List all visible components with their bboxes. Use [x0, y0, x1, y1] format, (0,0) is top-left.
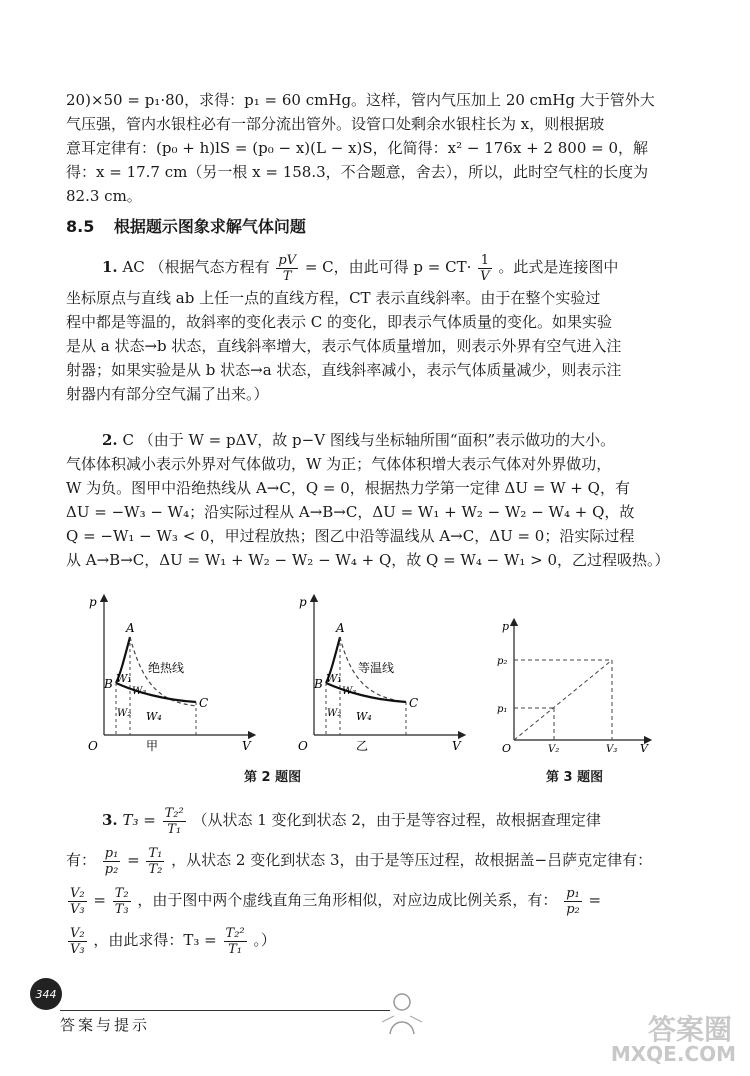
- caption-figure-3: 第 3 题图: [546, 770, 604, 785]
- figure-yi: [294, 590, 474, 760]
- text-line: 从 A→B→C，ΔU = W₁ + W₂ − W₂ − W₄ + Q，故 Q = W₄ − W₁ > 0，乙过程吸热。）: [66, 551, 670, 569]
- question-3: [66, 800, 696, 960]
- label-v: V: [452, 739, 461, 753]
- fraction-denominator: T₁: [228, 941, 243, 957]
- q3-text: （从状态 1 变化到状态 2，由于是等容过程，故根据查理定律: [192, 811, 601, 829]
- question-2: [66, 428, 696, 572]
- point-b: B: [104, 677, 113, 691]
- q3-line-3: [66, 880, 696, 920]
- caption-figure-2: 第 2 题图: [244, 770, 302, 785]
- label-p: p: [502, 620, 510, 633]
- curve-label: 等温线: [358, 661, 395, 675]
- q2-answer: C: [122, 431, 134, 449]
- decorative-figure-icon: [372, 988, 432, 1038]
- q2-text: （由于 W = pΔV，故 p−V 图线与坐标轴所围“面积”表示做功的大小。: [138, 431, 616, 449]
- text-line: Q = −W₁ − W₃ < 0，甲过程放热；图乙中沿等温线从 A→C，ΔU = 0；沿实际过程: [66, 527, 635, 545]
- figure-name: 甲: [146, 739, 159, 753]
- point-a: A: [336, 621, 345, 635]
- footer-divider: [60, 1010, 390, 1011]
- label-v: V: [640, 742, 648, 755]
- q3-line-4: [66, 920, 696, 960]
- q2-label: 2.: [102, 431, 118, 449]
- q3-line-2: [66, 840, 696, 880]
- fraction: [68, 886, 87, 917]
- label-p2: p₂: [497, 656, 508, 667]
- q3-label: 3.: [102, 811, 118, 829]
- fraction: [146, 846, 164, 877]
- fraction-denominator: T: [282, 268, 292, 284]
- label-p: p: [89, 595, 97, 609]
- fraction-1-over-v: [478, 253, 491, 284]
- fraction-numerator: p₁: [104, 845, 119, 861]
- label-w1: W₁: [116, 672, 132, 685]
- watermark-text: 答案圈: [647, 1013, 732, 1046]
- q3-text: ，由此求得：T₃ =: [93, 931, 217, 949]
- q1-text: = C，由此可得 p = CT·: [304, 258, 472, 276]
- figure-name: 乙: [356, 739, 369, 753]
- label-w2: W₂: [327, 708, 342, 719]
- fraction-denominator: T₁: [167, 821, 182, 837]
- footer-title: 答案与提示: [60, 1016, 151, 1034]
- point-b: B: [314, 677, 323, 691]
- fraction-denominator: T₂: [148, 861, 163, 877]
- label-v2: V₂: [548, 744, 560, 755]
- label-o: O: [298, 739, 308, 753]
- fraction-numerator: V₂: [70, 925, 85, 941]
- fraction: [113, 886, 131, 917]
- fraction-numerator: T₂²: [225, 925, 245, 941]
- text-line: 82.3 cm。: [66, 187, 142, 205]
- text-line: 是从 a 状态→b 状态，直线斜率增大，表示气体质量增加，则表示外界有空气进入注: [66, 337, 622, 355]
- label-p1: p₁: [497, 704, 508, 715]
- fraction-t2sq-over-t1: [163, 806, 186, 837]
- watermark-url: MXQE.COM: [610, 1042, 736, 1066]
- fraction-numerator: T₂²: [164, 805, 184, 821]
- section-number: 8.5: [66, 217, 95, 236]
- q1-text: （根据气态方程有: [149, 258, 270, 276]
- point-a: A: [126, 621, 135, 635]
- label-w4: W₄: [356, 710, 372, 723]
- fraction-denominator: V₃: [70, 941, 85, 957]
- q3-text: ，从状态 2 变化到状态 3，由于是等压过程，故根据盖−吕萨克定律有：: [171, 851, 653, 869]
- equals-sign: =: [588, 891, 602, 909]
- q1-answer: AC: [122, 258, 145, 276]
- fraction-denominator: V₃: [70, 901, 85, 917]
- label-v3: V₃: [606, 744, 618, 755]
- text-line: 射器内有部分空气漏了出来。）: [66, 385, 269, 403]
- point-c: C: [409, 696, 419, 710]
- text-line: 得：x = 17.7 cm（另一根 x = 158.3，不合题意，舍去），所以，此时空气柱的长度为: [66, 163, 649, 181]
- text-line: ΔU = −W₃ − W₄；沿实际过程从 A→B→C，ΔU = W₁ + W₂ − W₂ − W₄ + Q，故: [66, 503, 635, 521]
- fraction-numerator: T₂: [114, 885, 129, 901]
- equals-sign: =: [93, 891, 106, 909]
- label-w3: W₃: [342, 686, 357, 697]
- text-line: 气压强，管内水银柱必有一部分流出管外。设管口处剩余水银柱长为 x，则根据玻: [66, 115, 605, 133]
- label-w2: W₂: [117, 708, 132, 719]
- figure-jia: [84, 590, 264, 760]
- text-line: 20)×50 = p₁·80，求得：p₁ = 60 cmHg。这样，管内气压加上 20 cmHg 大于管外大: [66, 91, 655, 109]
- q1-first-line: [66, 250, 696, 284]
- q1-label: 1.: [102, 258, 118, 276]
- label-w4: W₄: [146, 710, 162, 723]
- fraction: [68, 926, 87, 957]
- section-title: 根据题示图象求解气体问题: [113, 217, 306, 236]
- q3-text: ，由于图中两个虚线直角三角形相似，对应边成比例关系，有：: [137, 891, 558, 909]
- section-heading: [66, 214, 306, 237]
- text-line: 射器；如果实验是从 b 状态→a 状态，直线斜率减小，表示气体质量减少，则表示注: [66, 361, 622, 379]
- fraction-denominator: p₂: [104, 861, 119, 877]
- question-1: [66, 250, 696, 406]
- q3-text: 。）: [253, 931, 276, 949]
- fraction-numerator: pV: [278, 252, 297, 268]
- equals-sign: =: [127, 851, 140, 869]
- text-line: 气体体积减小表示外界对气体做功，W 为正；气体体积增大表示气体对外界做功，: [66, 455, 612, 473]
- fraction-numerator: p₁: [566, 885, 580, 901]
- label-o: O: [502, 742, 512, 755]
- curve-label: 绝热线: [148, 661, 185, 675]
- point-c: C: [199, 696, 209, 710]
- fraction: [564, 886, 582, 917]
- fraction-denominator: V: [480, 268, 490, 284]
- text-line: 意耳定律有：(p₀ + h)lS = (p₀ − x)(L − x)S，化简得：x² − 176x + 2 800 = 0，解: [66, 139, 649, 157]
- fraction: [224, 926, 247, 957]
- diagonal-line: [514, 660, 612, 740]
- label-v: V: [242, 739, 251, 753]
- fraction: [103, 846, 121, 877]
- text-line: 程中都是等温的，故斜率的变化表示 C 的变化，即表示气体质量的变化。如果实验: [66, 313, 613, 331]
- text-line: 坐标原点与直线 ab 上任一点的直线方程，CT 表示直线斜率。由于在整个实验过: [66, 289, 601, 307]
- fraction-numerator: 1: [478, 253, 491, 269]
- page-number-badge: [30, 978, 62, 1010]
- q1-text: 。此式是连接图中: [498, 258, 619, 276]
- text-line: W 为负。图甲中沿绝热线从 A→C，Q = 0，根据热力学第一定律 ΔU = W + Q，有: [66, 479, 630, 497]
- page-number: 344: [35, 987, 57, 1001]
- q3-answer: T₃ =: [122, 811, 156, 829]
- actual-path-bc: [116, 683, 196, 702]
- q2-first-line: [66, 428, 696, 452]
- label-o: O: [88, 739, 98, 753]
- q3-text: 有：: [66, 851, 97, 869]
- fraction-numerator: V₂: [70, 885, 85, 901]
- label-w1: W₁: [326, 672, 342, 685]
- fraction-pv-over-t: [276, 253, 298, 284]
- fraction-numerator: T₁: [148, 845, 163, 861]
- figure-3: [494, 616, 660, 756]
- fraction-denominator: T₃: [114, 901, 129, 917]
- q3-line-1: [66, 800, 696, 840]
- continuation-paragraph: [66, 88, 696, 208]
- label-w3: W₃: [132, 686, 147, 697]
- label-p: p: [299, 595, 307, 609]
- fraction-denominator: p₂: [566, 901, 580, 917]
